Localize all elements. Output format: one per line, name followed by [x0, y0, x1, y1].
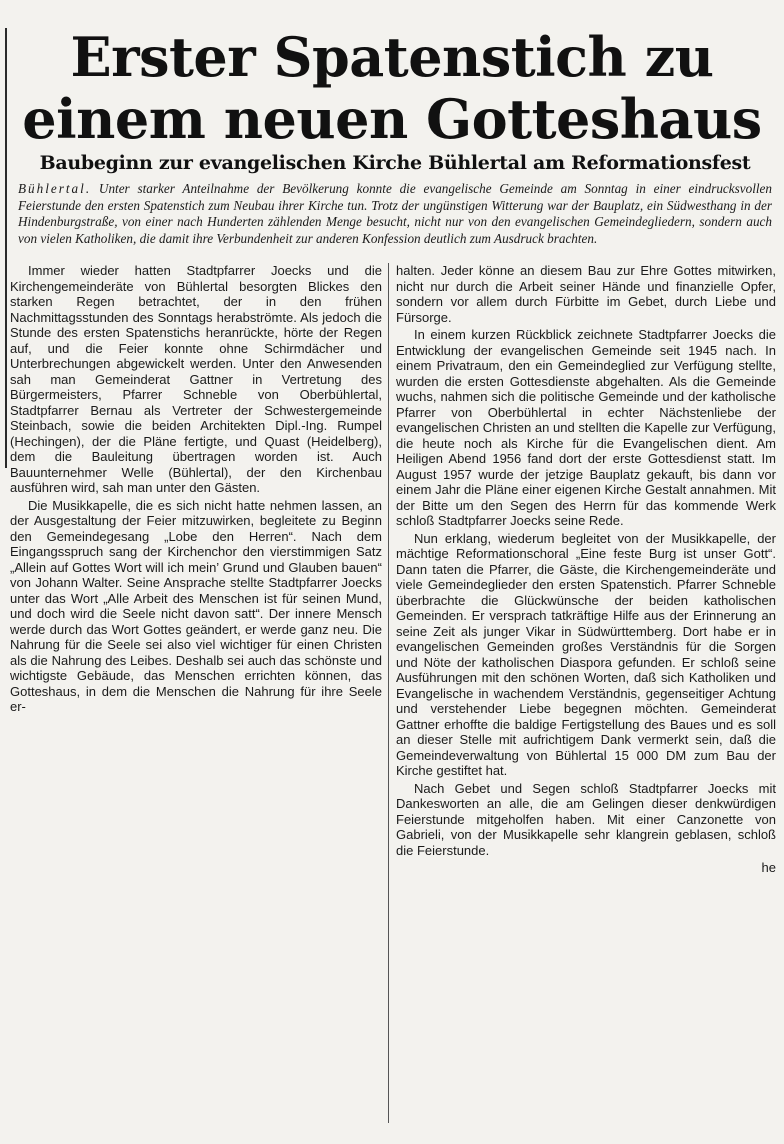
lead-paragraph — [18, 181, 772, 247]
body-paragraph: Nun erklang, wiederum begleitet von der Musikkapelle, der mächtige Reformationschoral „Eine feste Burg ist unser Gott“. Dann taten die Pfarrer, die Gäste, die Kirchengemeinderäte und viele Gemeindeglieder den ersten Spatenstich. Pfarrer Schneble überbrachte die Glückwünsche der beiden katholischen Gemeinden. Er versprach tatkräftige Hilfe aus der Erinnerung an seine Zeit als junger Vikar in Südwürttemberg. Dort habe er in evangelischen Gemeinden großes Verständnis für die Sorgen und Nöte der katholischen Diaspora gefunden. Er schloß seine Ausführungen mit den schönen Worten, daß sich Katholiken und Evangelische in wachendem Verständnis, gegenseitiger Achtung und verstehender Liebe begegnen möchten. Gemeinderat Gattner erhoffte die baldige Fertigstellung des Baues und es soll an dieser Stelle mit aufrichtigem Dank vermerkt sein, daß die Gemeindeverwaltung von Bühlertal 15 000 DM zum Bau der Kirche gestiftet hat. — [396, 530, 776, 778]
body-paragraph: Immer wieder hatten Stadtpfarrer Joecks und die Kirchengemeinderäte von Bühlertal besorgten Blickes den starken Regen betrachtet, der in den frühen Nachmittagsstunden des Sonntags herabströmte. Als jedoch die Stunde des ersten Spatenstichs heranrückte, hörte der Regen auf, und die Feier konnte ohne Schirmdächer und Unterbrechungen abgewickelt werden. Unter den Anwesenden sah man Gemeinderat Gattner in Vertretung des Bürgermeisters, Pfarrer Schneble von Oberbühlertal, Stadtpfarrer Bernau als Vertreter der Schwestergemeinde Steinbach, sowie die beiden Architekten Dipl.-Ing. Rumpel (Hechingen), der die Pläne fertigte, und Quast (Heidelberg), dem die Bauleitung übertragen worden ist. Auch Bauunternehmer Welle (Bühlertal), der den Kirchenbau ausführen wird, sah man unter den Gästen. — [10, 263, 382, 495]
body-paragraph: In einem kurzen Rückblick zeichnete Stadtpfarrer Joecks die Entwicklung der evangelischen Gemeinde seit 1945 nach. In einem Privatraum, den ein Gemeindeglied zur Verfügung stellte, wurden die ersten Gottesdienste abgehalten. Als die Gemeinde wuchs, nahmen sich die politische Gemeinde und der katholische Pfarrer von Oberbühlertal in echter Nächstenliebe der evangelischen Christen an und stellten die Kapelle zur Verfügung, die heute noch als Kirche für die Evangelischen dient. Am Heiligen Abend 1956 fand dort der erste Gottesdienst statt. Im August 1957 wurde der jetzige Bauplatz gekauft, bis dann vor einem Jahr die Pläne einer eigenen Kirche Gestalt annahmen. Mit der Bitte um den Segen des Herrn für das kommende Werk schloß Stadtpfarrer Joecks seine Rede. — [396, 327, 776, 528]
lead-text: Unter starker Anteilnahme der Bevölkerung konnte die evangelische Gemeinde am Sonntag in einer eindrucksvollen Feierstunde den ersten Spatenstich zum Neubau ihrer Kirche tun. Trotz der ungünstigen Witterung war der Bauplatz, ein Südwesthang in der Hindenburgstraße, von einer nach Hunderten zählenden Menge besucht, nicht nur von den evangelischen Gemeindegliedern, sondern auch von vielen Katholiken, die damit ihre Verbundenheit zur anderen Konfession deutlich zum Ausdruck brachten. — [18, 181, 772, 246]
body-paragraph-continuation: halten. Jeder könne an diesem Bau zur Ehre Gottes mitwirken, nicht nur durch die Arbeit seiner Hände und finanzielle Opfer, sondern vor allem durch Fürbitte im Gebet, durch Liebe und Fürsorge. — [396, 263, 776, 325]
author-signature: he — [761, 860, 776, 875]
subheadline: Baubeginn zur evangelischen Kirche Bühlertal am Reformationsfest — [39, 152, 751, 174]
dateline-place: Bühlertal. — [18, 181, 92, 196]
body-paragraph: Die Musikkapelle, die es sich nicht hatte nehmen lassen, an der Ausgestaltung der Feier mitzuwirken, begleitete zu Beginn den Gemeindegesang „Lobe den Herren“. Nach dem Eingangsspruch sang der Kirchenchor den vierstimmigen Satz „Allein auf Gottes Wort will ich mein’ Grund und Glauben bauen“ von Johann Walter. Seine Ansprache stellte Stadtpfarrer Joecks unter das Wort „Alle Arbeit des Menschen ist für seinen Mund, und doch wird die Seele nicht davon satt“. Der innere Mensch werde durch das Wort Gottes geändert, er werde ganz neu. Die Nahrung für die Seele sei also viel wichtiger für einen Christen als die Nahrung des Leibes. Deshalb sei auch das schönste und wichtigste Gebäude, das Menschen errichten können, das Gotteshaus, in dem die Menschen die Nahrung für ihre Seele er- — [10, 497, 382, 714]
column-divider — [388, 263, 389, 1123]
headline-line-2: einem neuen Gotteshaus — [22, 87, 762, 151]
article-column-left — [10, 263, 382, 717]
headline-line-1: Erster Spatenstich zu — [70, 25, 714, 89]
article-column-right — [396, 263, 776, 876]
body-paragraph: Nach Gebet und Segen schloß Stadtpfarrer Joecks mit Dankesworten an alle, die am Gelingen dieser denkwürdigen Feierstunde mitgeholfen haben. Mit einer Canzonette von Gabrieli, von der Musikkapelle sehr klangrein geblasen, schloß die Feierstunde. — [396, 780, 776, 858]
